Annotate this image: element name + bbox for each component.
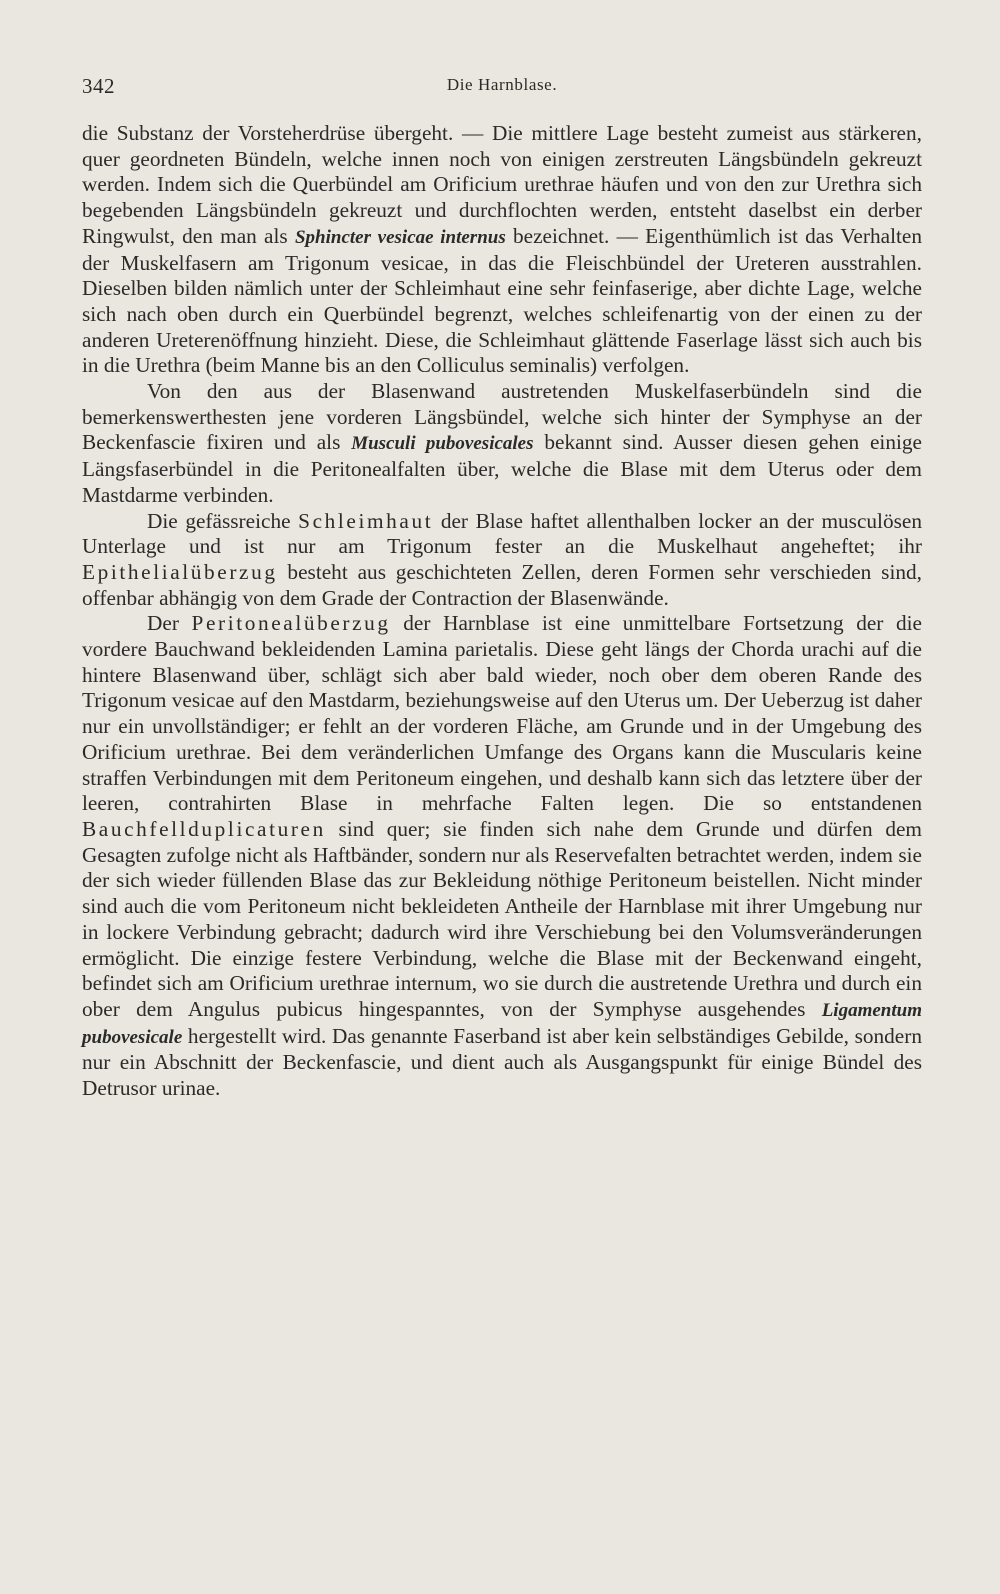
body-text [82, 121, 922, 1102]
running-title: Die Harnblase. [446, 75, 558, 94]
text-run: die Substanz der Vorsteherdrüse übergeht. — Die mittlere Lage besteht zumeist aus stärkeren, quer geordneten Bündeln, welche innen noch von einigen zerstreuten Längsbündeln gekreuzt werden. Indem sich die Querbündel am Orificium urethrae häufen und von den zur Urethra sich begebenden Längsbündeln gekreuzt und durchflochten werden, entsteht daselbst ein derber Ringwulst, den man als [82, 121, 922, 248]
text-run: hergestellt wird. Das genannte Faserband ist aber kein selbständiges Gebilde, sondern nur ein Abschnitt der Beckenfascie, und dient auch als Ausgangspunkt für einige Bündel des Detrusor urinae. [82, 1023, 922, 1101]
spaced-term-schleimhaut: Schleimhaut [298, 508, 434, 533]
paragraph [82, 379, 922, 509]
paragraph [82, 121, 922, 379]
text-run: bezeichnet. — Eigenthümlich ist das Verhalten der Muskelfasern am Trigonum vesicae, in das die Fleischbündel der Ureteren ausstrahlen. Dieselben bilden nämlich unter der Schleimhaut eine sehr feinfaserige, aber dichte Lage, welche sich nach oben durch ein Querbündel begrenzt, welches schleifenartig von der einen zu der anderen Ureterenöffnung hinzieht. Diese, die Schleimhaut glättende Faserlage lässt sich auch bis in die Urethra (beim Manne bis an den Colliculus seminalis) verfolgen. [82, 223, 923, 378]
text-run: der Blase haftet allenthalben locker an der musculösen Unterlage und ist nur am Trigonum fester an die Muskelhaut angeheftet; ihr [82, 508, 922, 559]
text-run: besteht aus geschichteten Zellen, deren Formen sehr verschieden sind, offenbar abhängig von dem Grade der Contraction der Blasenwände. [82, 559, 922, 610]
text-run: Die gefässreiche [147, 508, 299, 533]
term-ligamentum-pubovesicale: Ligamentum pubovesicale [82, 999, 922, 1048]
spaced-term-peritonealueberzug: Peritonealüberzug [191, 611, 391, 636]
page-header [82, 74, 922, 104]
paragraph [82, 611, 922, 1101]
term-sphincter-vesicae-internus: Sphincter vesicae internus [294, 226, 506, 248]
text-run: Von den aus der Blasenwand austretenden Muskelfaserbündeln sind die bemerkenswerthesten jene vorderen Längsbündel, welche sich hinter der Symphyse an der Beckenfascie fixiren und als [82, 379, 922, 455]
spaced-term-epithelialueberzug: Epithelialüberzug [82, 559, 278, 584]
text-run: der Harnblase ist eine unmittelbare Fortsetzung der die vordere Bauchwand bekleidenden Lamina parietalis. Diese geht längs der Chorda urachi auf die hintere Blasenwand über, schlägt sich aber bald wieder, noch ober dem oberen Rande des Trigonum vesicae auf den Mastdarm, beziehungsweise auf den Uterus um. Der Ueberzug ist daher nur ein unvollständiger; er fehlt an der vorderen Fläche, am Grunde und in der Umgebung des Orificium urethrae. Bei dem veränderlichen Umfange des Organs kann die Muscularis keine straffen Verbindungen mit dem Peritoneum eingehen, und deshalb kann sich das letztere über der leeren, contrahirten Blase in mehrfache Falten legen. Die so entstandenen [82, 611, 923, 816]
paragraph [82, 509, 922, 612]
text-run: Der [147, 611, 192, 636]
text-run: bekannt sind. Ausser diesen gehen einige Längsfaserbündel in die Peritonealfalten über, welche die Blase mit dem Uterus oder dem Mastdarme verbinden. [82, 430, 922, 507]
term-musculi-pubovesicales: Musculi pubovesicales [351, 433, 534, 455]
text-run: sind quer; sie finden sich nahe dem Grunde und dürfen dem Gesagten zufolge nicht als Haftbänder, sondern nur als Reservefalten betrachtet werden, indem sie der sich wieder füllenden Blase das zur Bekleidung nöthige Peritoneum beistellen. Nicht minder sind auch die vom Peritoneum nicht bekleideten Antheile der Harnblase mit ihrer Umgebung nur in lockere Verbindung gebracht; dadurch wird ihre Verschiebung bei den Volumsveränderungen ermöglicht. Die einzige festere Verbindung, welche die Blase mit der Beckenwand eingeht, befindet sich am Orificium urethrae internum, wo sie durch die austretende Urethra und durch ein ober dem Angulus pubicus hingespanntes, von der Symphyse ausgehendes [82, 816, 922, 1021]
spaced-term-bauchfellduplicaturen: Bauchfellduplicaturen [82, 816, 326, 841]
page-number: 342 [82, 74, 115, 98]
